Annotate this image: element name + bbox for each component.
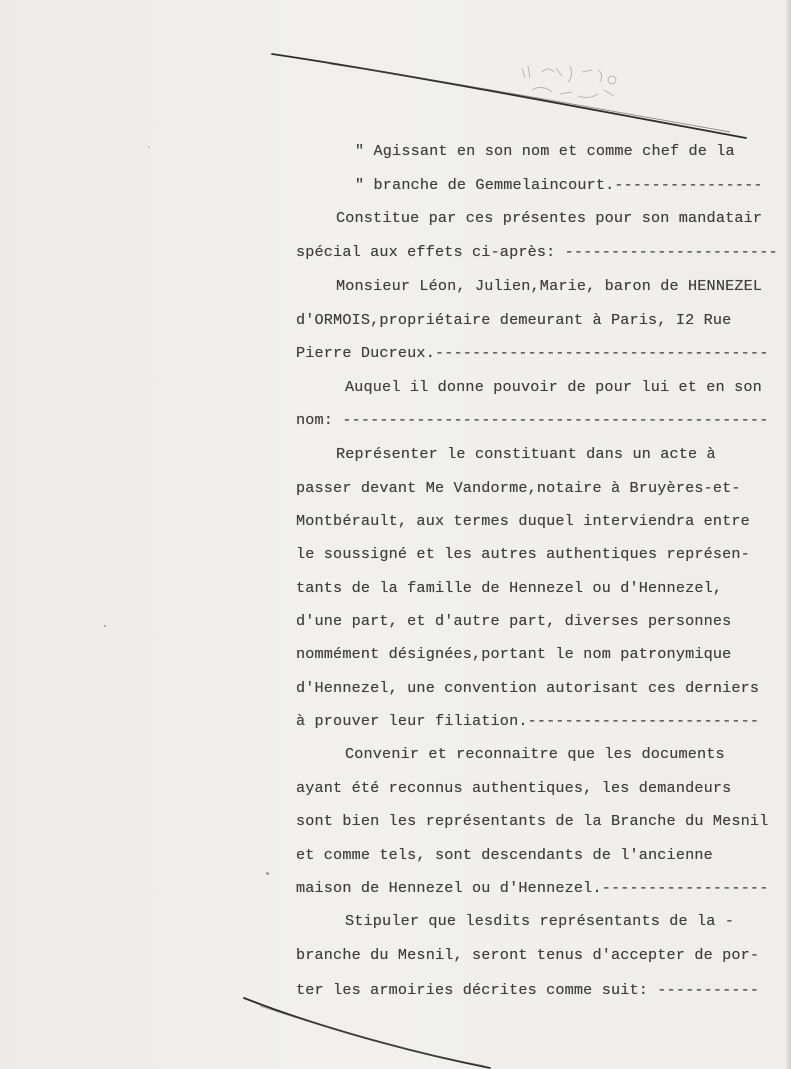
text-line: spécial aux effets ci-après: -----------------------	[296, 243, 778, 261]
ink-speck	[266, 872, 269, 875]
faint-stamp-mark	[512, 60, 632, 112]
text-line: Monsieur Léon, Julien,Marie, baron de HENNEZEL	[336, 277, 763, 295]
text-line: sont bien les représentants de la Branche du Mesnil	[296, 812, 769, 830]
text-line: Pierre Ducreux.------------------------------------	[296, 344, 769, 362]
text-line: ter les armoiries décrites comme suit: -----------	[296, 981, 760, 999]
text-line: tants de la famille de Hennezel ou d'Hennezel,	[296, 579, 723, 597]
text-line: Convenir et reconnaitre que les documents	[345, 745, 725, 763]
text-line: le soussigné et les autres authentiques représen-	[296, 545, 750, 563]
text-line: Auquel il donne pouvoir de pour lui et en son	[345, 378, 762, 396]
text-line: Stipuler que lesdits représentants de la -	[345, 912, 735, 930]
text-line: branche du Mesnil, seront tenus d'accepter de por-	[296, 946, 760, 964]
bottom-ink-stroke	[240, 990, 500, 1069]
text-line: Constitue par ces présentes pour son mandatair	[336, 209, 763, 227]
text-line: et comme tels, sont descendants de l'ancienne	[296, 846, 713, 864]
page-edge-shadow	[785, 0, 791, 1069]
text-line: d'ORMOIS,propriétaire demeurant à Paris, I2 Rue	[296, 311, 732, 329]
text-line: à prouver leur filiation.-------------------------	[296, 712, 760, 730]
text-line: " Agissant en son nom et comme chef de la	[355, 142, 735, 160]
text-line: Montbérault, aux termes duquel interviendra entre	[296, 512, 750, 530]
ink-speck	[104, 625, 106, 627]
text-line: ayant été reconnus authentiques, les demandeurs	[296, 779, 732, 797]
text-line: d'une part, et d'autre part, diverses personnes	[296, 612, 732, 630]
ink-speck	[148, 146, 150, 148]
text-line: Représenter le constituant dans un acte à	[336, 445, 716, 463]
text-line: d'Hennezel, une convention autorisant ces derniers	[296, 679, 760, 697]
text-line: maison de Hennezel ou d'Hennezel.------------------	[296, 879, 769, 897]
text-line: " branche de Gemmelaincourt.----------------	[355, 176, 763, 194]
text-line: nom: ----------------------------------------------	[296, 411, 769, 429]
top-ink-stroke	[260, 40, 760, 150]
text-line: passer devant Me Vandorme,notaire à Bruyères-et-	[296, 479, 741, 497]
text-line: nommément désignées,portant le nom patronymique	[296, 645, 732, 663]
